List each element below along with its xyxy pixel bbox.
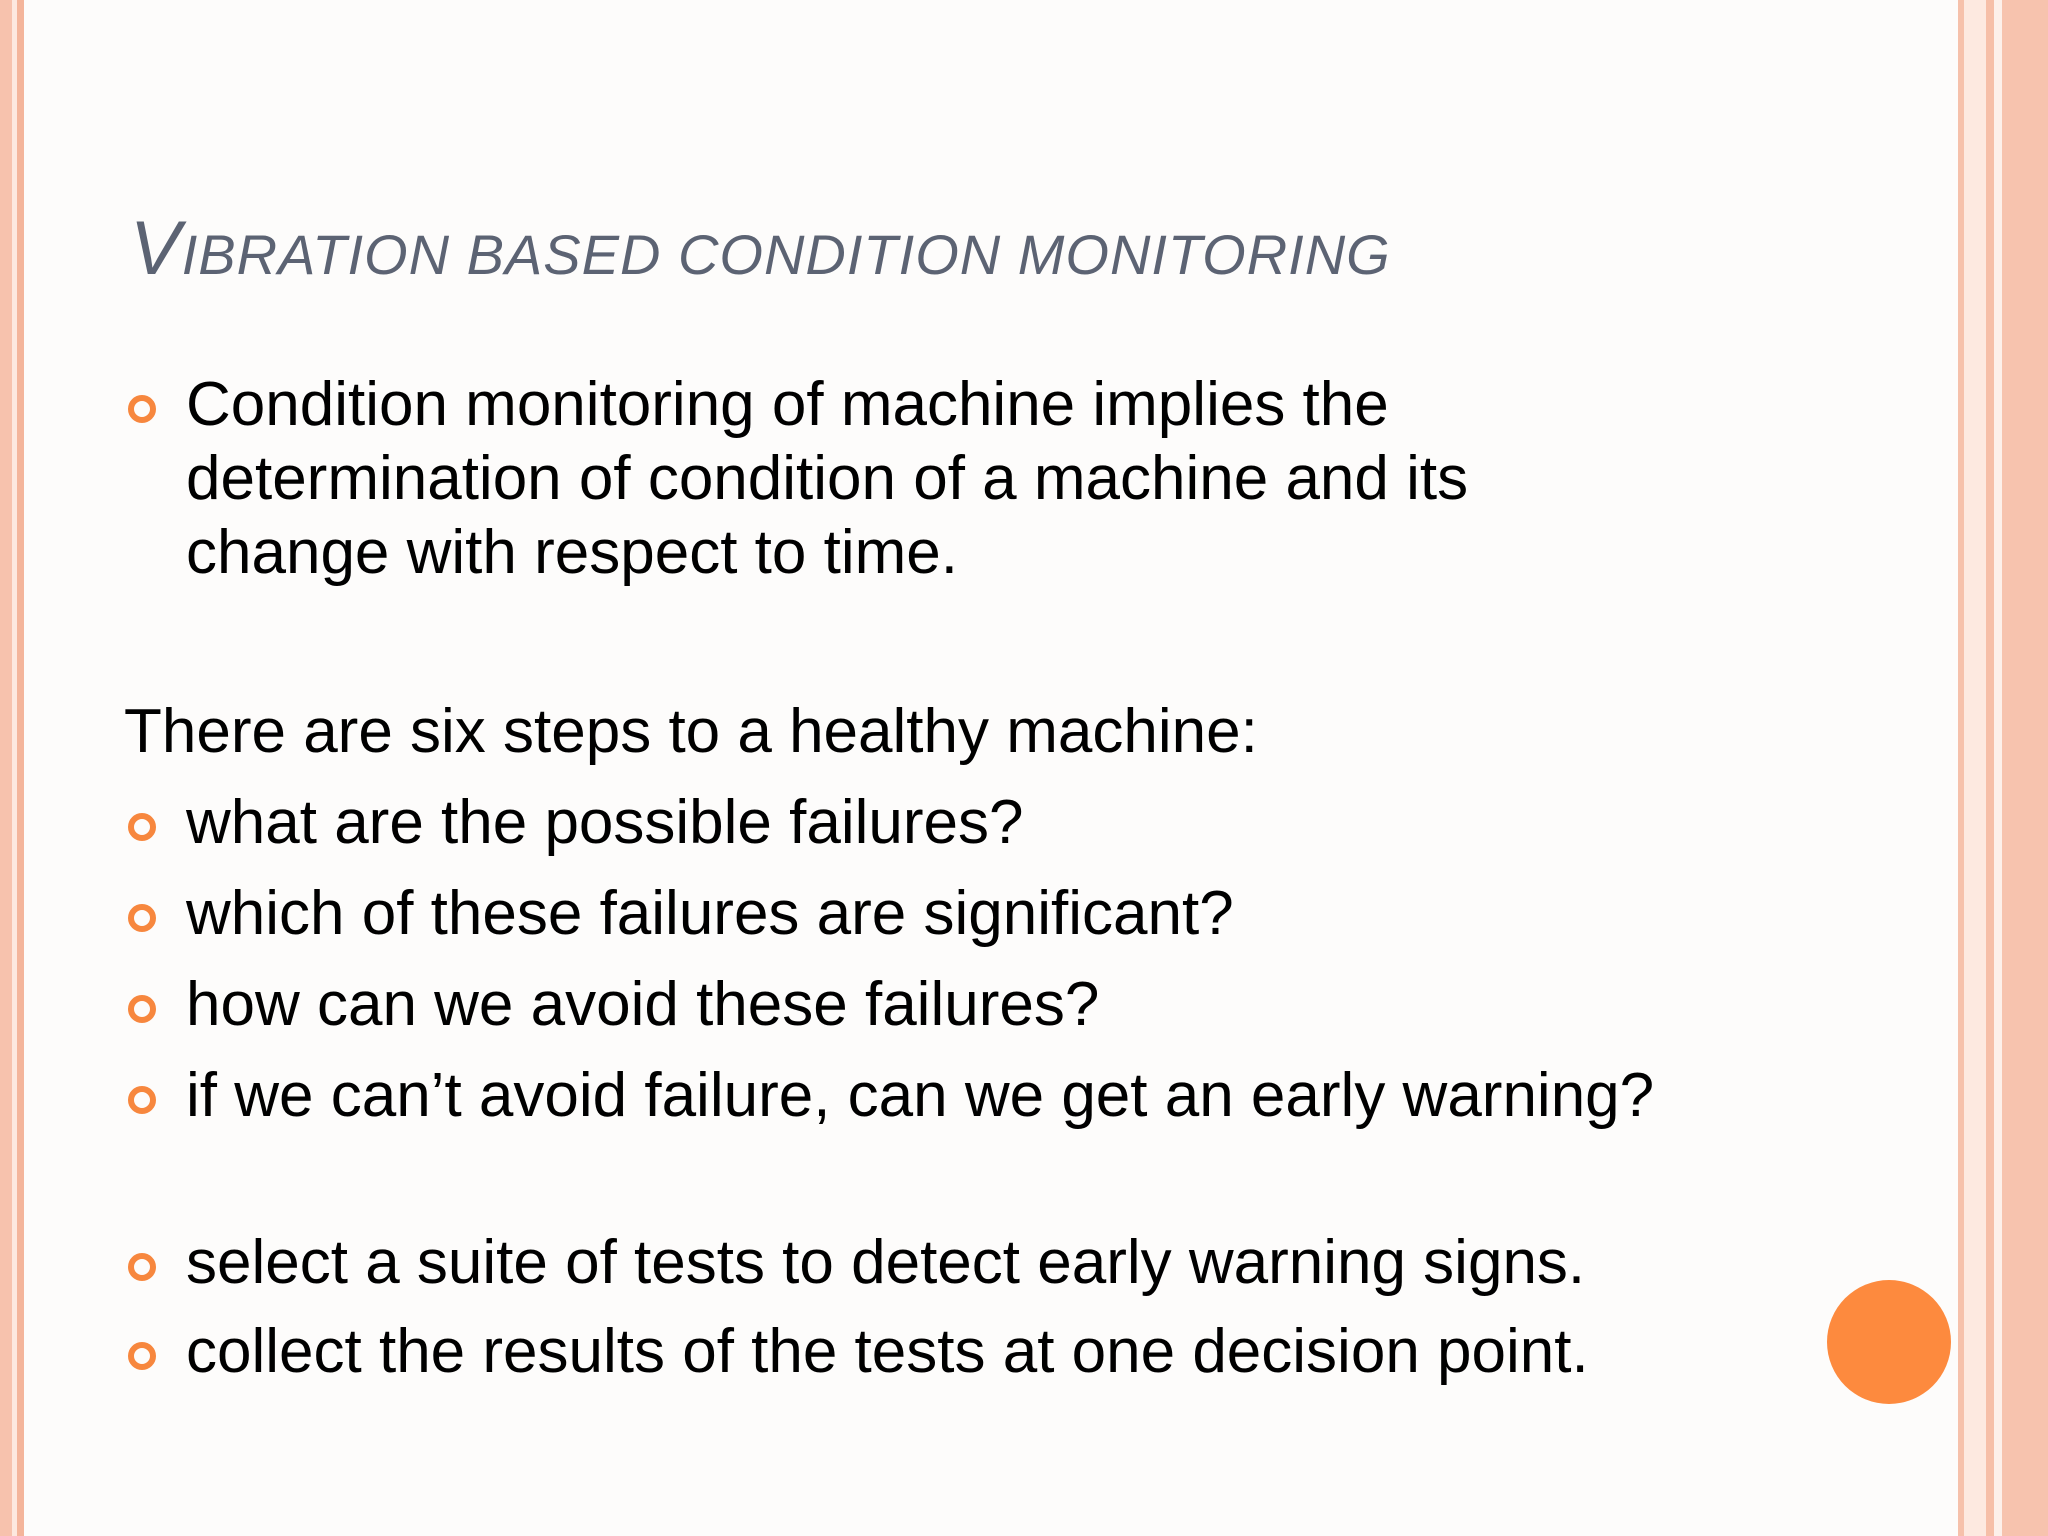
right-border-stripe [1986,0,1994,1536]
intro-bullet [124,368,1684,590]
step-item [124,1226,1804,1300]
step-item [124,1059,1664,1133]
steps-heading: There are six steps to a healthy machine: [124,697,1258,766]
step-item [124,786,1744,860]
step-text: what are the possible failures? [186,788,1024,857]
step-text: if we can’t avoid failure, can we get an early warning? [186,1061,1655,1130]
intro-bullet-text: Condition monitoring of machine implies the determination of condition of a machine and its change with respect to time. [186,370,1469,587]
step-item [124,1315,1804,1389]
step-text: which of these failures are significant? [186,879,1234,948]
step-text: how can we avoid these failures? [186,970,1100,1039]
bullet-icon [128,904,156,932]
decorative-orange-circle [1827,1280,1951,1404]
bullet-icon [128,1253,156,1281]
title-rest: IBRATION BASED CONDITION MONITORING [181,223,1391,286]
bullet-icon [128,1342,156,1370]
step-text: select a suite of tests to detect early warning signs. [186,1228,1586,1297]
slide-title [130,205,1391,292]
left-border-stripe [17,0,24,1536]
right-border-stripe [2002,0,2048,1536]
title-first-letter: V [130,206,182,291]
right-border-stripe [1994,0,2002,1536]
left-border-stripe [0,0,12,1536]
bullet-icon [128,813,156,841]
right-border-stripe [1964,0,1986,1536]
bullet-icon [128,395,156,423]
step-text: collect the results of the tests at one decision point. [186,1317,1589,1386]
bullet-icon [128,1086,156,1114]
step-item [124,968,1744,1042]
bullet-icon [128,995,156,1023]
step-item [124,877,1744,951]
